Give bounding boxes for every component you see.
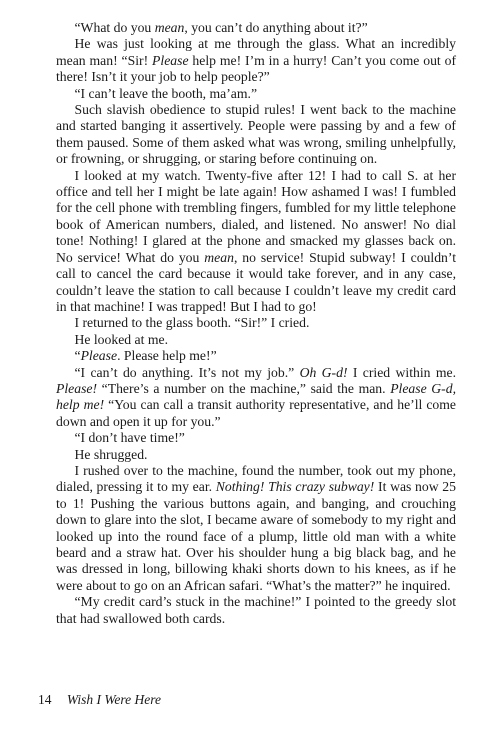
italic-text: Oh G-d! — [299, 364, 348, 380]
text-run: “I can’t leave the booth, ma’am.” — [74, 85, 258, 101]
text-run: , no service! Stupid subway! I couldn’t call to cancel the card because it would take forever, and in any case, couldn’t leave the station to call because I couldn’t leave my credit card in that machine! I was trapped! But I had to go! — [56, 249, 456, 314]
paragraph — [56, 463, 456, 594]
italic-text: mean — [204, 249, 234, 265]
page-footer — [38, 692, 161, 708]
italic-text: Please — [80, 348, 118, 364]
text-run: “I don’t have time!” — [74, 430, 185, 446]
text-run: I returned to the glass booth. “Sir!” I cried. — [74, 315, 310, 331]
text-run: help me! I’m in a hurry! Can’t you come out of there! Isn’t it your job to help people?” — [56, 52, 457, 85]
paragraph — [56, 36, 456, 85]
text-run: , you can’t do anything about it?” — [184, 20, 368, 35]
paragraph — [56, 332, 456, 348]
text-run: Such slavish obedience to stupid rules! I went back to the machine and started banging it assertively. People were passing by and a few of them paused. Some of them asked what was wrong, smiling unhelpfully, or frowning, or shrugging, or staring before continuing on. — [56, 102, 456, 167]
paragraph — [56, 447, 456, 463]
text-run: I cried within me. — [347, 364, 456, 380]
paragraph — [56, 168, 456, 316]
page-number: 14 — [38, 692, 52, 707]
text-run: It was now 25 to 1! Pushing the various buttons again, and banging, and crouching down to glare into the slot, I became aware of somebody to my right and looked up into the round face of a plump, little old man with a white beard and a straw hat. Over his shoulder hung a big black bag, and he was dressed in long, billowing khaki shorts down to his knees, as if he were about to go on an African safari. “What’s the matter?” he inquired. — [56, 479, 456, 593]
text-run: “What do you — [74, 20, 155, 35]
text-run: He shrugged. — [74, 446, 148, 462]
paragraph — [56, 315, 456, 331]
italic-text: Nothing! This crazy subway! — [215, 479, 375, 495]
text-run: I looked at my watch. Twenty-five after 12! I had to call S. at her office and tell her I might be late again! How ashamed I was! I fumbled for the cell phone with trembling fingers, fumbled for my little telephone book of American numbers, dialed, and listened. No answer! No dial tone! Nothing! I glared at the phone and smacked my glasses back on. No service! What do you — [56, 167, 456, 265]
italic-text: Please G-d, help me! — [56, 380, 456, 413]
paragraph — [56, 348, 456, 364]
running-title: Wish I Were Here — [66, 692, 161, 707]
italic-text: Please! — [56, 380, 98, 396]
paragraph — [56, 102, 456, 168]
text-run: . Please help me!” — [117, 348, 217, 364]
text-run: “My credit card’s stuck in the machine!” I pointed to the greedy slot that had swallowed both cards. — [56, 594, 456, 626]
paragraph — [56, 365, 456, 431]
italic-text: mean — [154, 20, 185, 35]
paragraph — [56, 430, 456, 446]
paragraph — [56, 20, 456, 36]
text-run: He was just looking at me through the glass. What an incredibly mean man! “Sir! — [56, 36, 456, 68]
page-body — [56, 20, 456, 627]
paragraph — [56, 86, 456, 102]
text-run: “There’s a number on the machine,” said the man. — [97, 380, 391, 396]
italic-text: Please — [152, 52, 189, 68]
text-run: I rushed over to the machine, found the number, took out my phone, dialed, pressing it to my ear. — [56, 462, 456, 495]
text-run: “I can’t do anything. It’s not my job.” — [74, 364, 300, 380]
text-run: “ — [74, 348, 81, 364]
text-run: He looked at me. — [74, 331, 168, 347]
paragraph — [56, 594, 456, 627]
text-run: “You can call a transit authority representative, and he’ll come down and open it up for you.” — [56, 397, 456, 429]
